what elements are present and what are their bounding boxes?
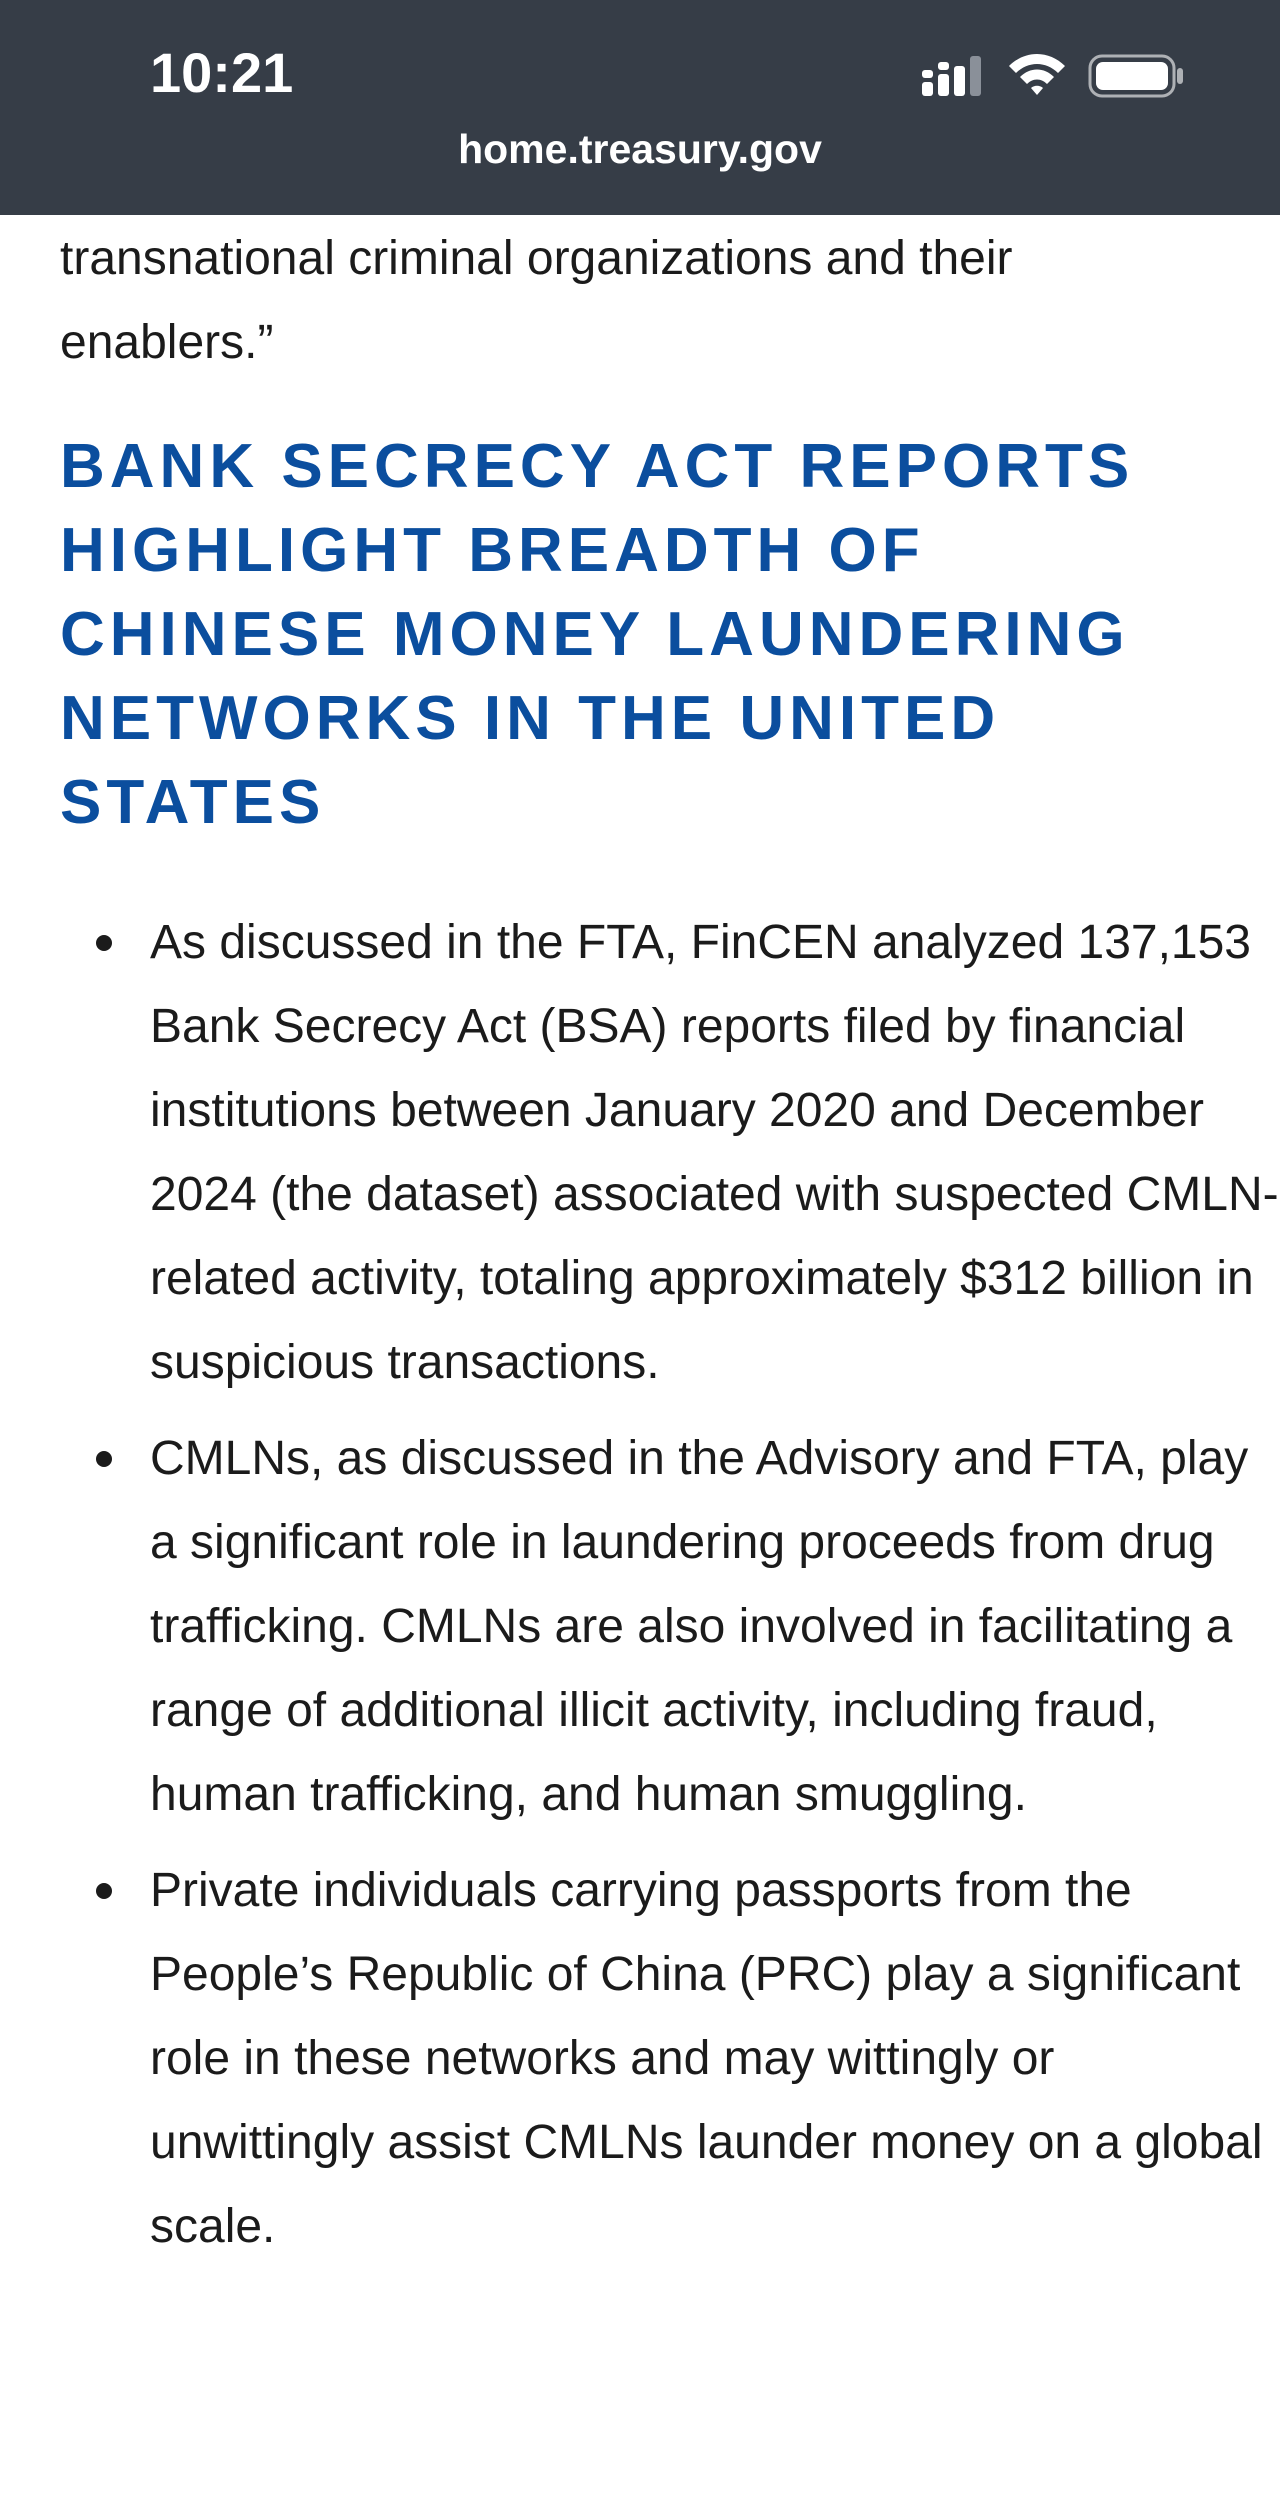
list-item [60,1417,1280,1837]
bullet-icon [96,1451,112,1467]
address-bar-url[interactable]: home.treasury.gov [458,126,822,172]
status-bar [0,0,1280,215]
list-item-text: CMLNs, as discussed in the Advisory and FTA, play a significant role in laundering proceeds from drug trafficking. CMLNs are also involved in facilitating a range of additional illicit activity, including fraud, human trafficking, and human smuggling. [150,1432,1249,1821]
lead-paragraph: transnational criminal organizations and their enablers.” [60,232,1013,369]
article-content [60,215,1279,2281]
bullet-icon [96,935,112,951]
battery-icon [1088,53,1186,99]
bullet-icon [96,1883,112,1899]
signal-icon [920,52,990,102]
bullet-list [60,901,1279,2269]
list-item [60,1849,1280,2269]
section-heading: BANK SECRECY ACT REPORTS HIGHLIGHT BREADTH OF CHINESE MONEY LAUNDERING NETWORKS IN THE UNITED STATES [60,432,1135,837]
list-item-text: As discussed in the FTA, FinCEN analyzed 137,153 Bank Secrecy Act (BSA) reports filed by financial institutions between January 2020 and December 2024 (the dataset) associated with suspected CMLN-related activity, totaling approximately $312 billion in suspicious transactions. [150,916,1279,1389]
wifi-icon [1005,48,1069,100]
list-item-text: Private individuals carrying passports from the People’s Republic of China (PRC) play a significant role in these networks and may wittingly or unwittingly assist CMLNs launder money on a global scale. [150,1864,1263,2253]
status-time: 10:21 [150,41,294,104]
list-item [60,901,1280,1405]
